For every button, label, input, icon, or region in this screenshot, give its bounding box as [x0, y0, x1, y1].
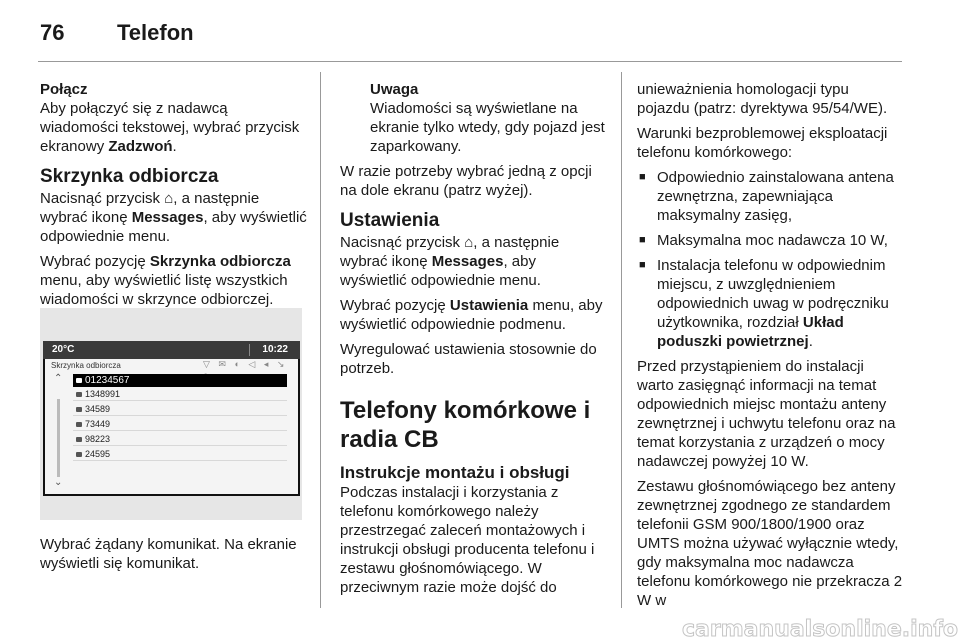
- installation-paragraph: Podczas instalacji i korzystania z telefonu komórkowego należy przestrzegać zaleceń montażowych i instrukcji obsługi producenta telefonu i zestawu głośnomówiącego. W przeciwnym razie może dojść do: [340, 484, 595, 596]
- message-row[interactable]: 34589: [73, 403, 287, 416]
- display-screen: [43, 341, 300, 496]
- message-row[interactable]: 98223: [73, 433, 287, 446]
- home-icon: ⌂: [464, 234, 474, 251]
- envelope-icon: [76, 437, 82, 442]
- watermark-text: carmanualsonline.info: [682, 617, 958, 642]
- homologation-paragraph: unieważnienia homologacji typu pojazdu (patrz: dyrektywa 95/54/WE).: [637, 81, 888, 117]
- settings-paragraph-1: Nacisnąć przycisk ⌂, a następnie wybrać ikonę Messages, aby wyświetlić odpowiednie menu.: [340, 234, 560, 289]
- note-label: Uwaga: [370, 81, 419, 98]
- temperature-readout: 20°C: [52, 344, 75, 355]
- handsfree-paragraph: Zestawu głośnomówiącego bez anteny zewnętrznej zgodnego ze standardem telefonii GSM 900/1800/1900 oraz UMTS można używać wyłącznie wtedy, gdy maksymalna moc nadawcza telefonu komórkowego nie przekracza 2 W w: [637, 478, 903, 609]
- header-rule: [38, 61, 902, 62]
- settings-heading: Ustawienia: [340, 210, 440, 231]
- column-2: [340, 80, 606, 603]
- inbox-paragraph-1: Nacisnąć przycisk ⌂, a następnie wybrać ikonę Messages, aby wyświetlić odpowiednie menu.: [40, 190, 307, 245]
- envelope-icon: [76, 422, 82, 427]
- scroll-down-icon[interactable]: ⌄: [54, 477, 63, 488]
- note-block: [340, 80, 606, 156]
- message-row[interactable]: 24595: [73, 448, 287, 461]
- connect-paragraph: Aby połączyć się z nadawcą wiadomości tekstowej, wybrać przycisk ekranowy Zadzwoń.: [40, 100, 300, 155]
- column-1: [40, 80, 308, 315]
- installation-info-paragraph: Przed przystąpieniem do instalacji warto zasięgnąć informacji na temat odpowiednich miejsc montażu anteny zewnętrznej i uchwytu telefonu oraz na temat korzystania z urządzeń o mocy nadawczej powyżej 10 W.: [637, 358, 896, 470]
- scroll-up-icon[interactable]: ⌃: [54, 373, 63, 384]
- status-separator: [249, 344, 250, 356]
- inbox-paragraph-2: Wybrać pozycję Skrzynka odbiorcza menu, aby wyświetlić listę wszystkich wiadomości w skrzynce odbiorczej.: [40, 253, 291, 308]
- column-divider-2: [621, 72, 622, 608]
- list-item: ■ Maksymalna moc nadawcza 10 W,: [637, 231, 903, 250]
- conditions-paragraph: Warunki bezproblemowej eksploatacji telefonu komórkowego:: [637, 125, 888, 161]
- status-icons: ▽ ✉ ◐ ◁ ◂ ↘: [203, 359, 288, 369]
- envelope-icon: [76, 392, 82, 397]
- envelope-icon: [76, 452, 82, 457]
- status-bar: [43, 341, 300, 359]
- list-item: ■ Instalacja telefonu w odpowiednim miejscu, z uwzględnieniem odpowiednich uwag w podręczniku użytkownika, rozdział Układ poduszki powietrznej.: [637, 256, 903, 351]
- settings-paragraph-3: Wyregulować ustawienia stosownie do potrzeb.: [340, 341, 597, 377]
- envelope-icon: [76, 407, 82, 412]
- message-row[interactable]: 01234567: [73, 374, 287, 387]
- envelope-icon: [76, 378, 82, 383]
- page-title: Telefon: [117, 20, 194, 45]
- settings-paragraph-2: Wybrać pozycję Ustawienia menu, aby wyświetlić odpowiednie podmenu.: [340, 297, 603, 333]
- panel-title: Skrzynka odbiorcza: [51, 361, 121, 370]
- options-paragraph: W razie potrzeby wybrać jedną z opcji na dole ekranu (patrz wyżej).: [340, 163, 592, 199]
- home-icon: ⌂: [164, 190, 174, 207]
- list-item: ■ Odpowiednio zainstalowana antena zewnętrzna, zapewniająca maksymalny zasięg,: [637, 168, 903, 225]
- column-divider-1: [320, 72, 321, 608]
- after-image-paragraph: Wybrać żądany komunikat. Na ekranie wyświetli się komunikat.: [40, 536, 297, 572]
- page-number: 76: [40, 20, 65, 45]
- inbox-panel: [45, 359, 298, 494]
- column-3: [637, 80, 903, 616]
- message-row[interactable]: 73449: [73, 418, 287, 431]
- zadzwon-term: Zadzwoń: [108, 138, 173, 155]
- mobile-phones-heading: Telefony komórkowe i radia CB: [340, 397, 591, 453]
- inbox-heading: Skrzynka odbiorcza: [40, 166, 219, 187]
- scrollbar[interactable]: [57, 399, 60, 477]
- conditions-list: [637, 168, 903, 351]
- clock-readout: 10:22: [262, 344, 288, 355]
- inbox-screenshot: [40, 308, 302, 520]
- installation-heading: Instrukcje montażu i obsługi: [340, 463, 570, 482]
- message-row[interactable]: 1348991: [73, 388, 287, 401]
- note-text: Wiadomości są wyświetlane na ekranie tylko wtedy, gdy pojazd jest zaparkowany.: [370, 100, 605, 155]
- watermark: [658, 612, 958, 644]
- section-label-connect: Połącz: [40, 81, 88, 98]
